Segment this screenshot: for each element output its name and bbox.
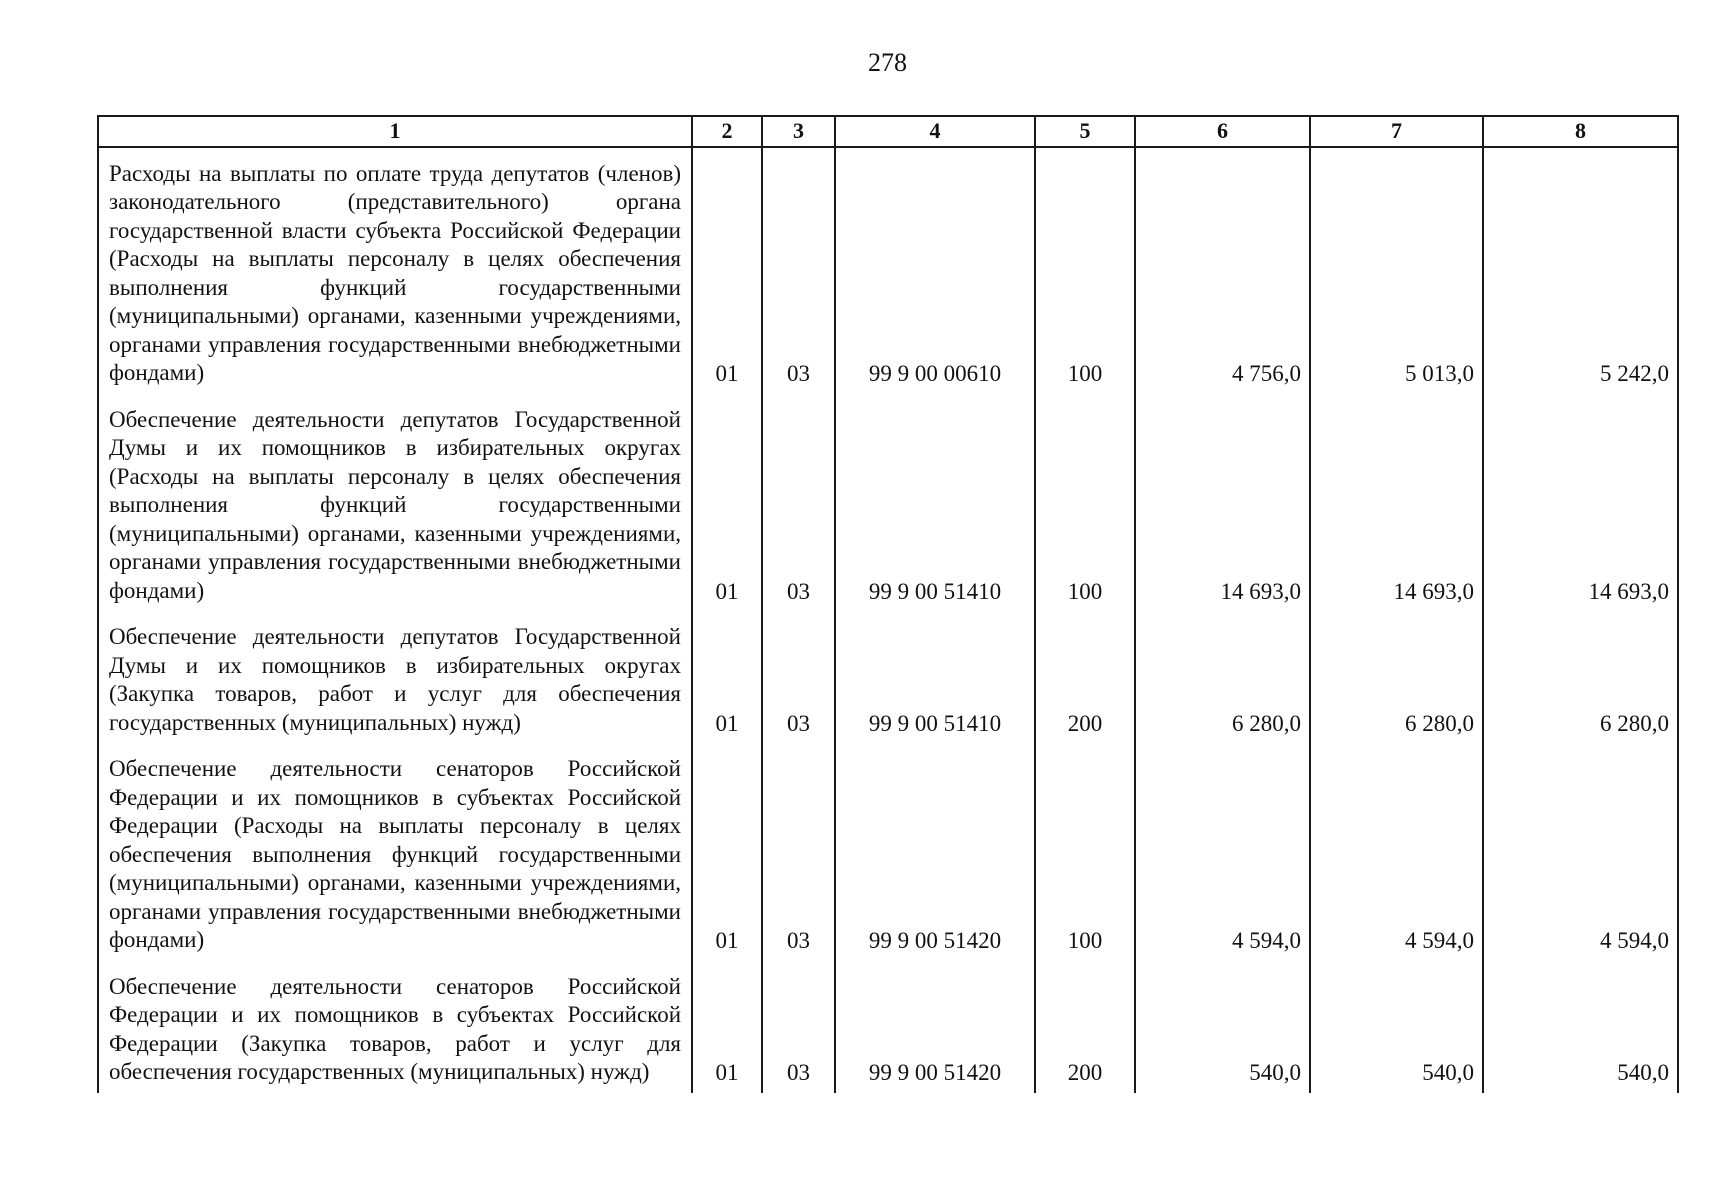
table-row — [98, 743, 1678, 961]
budget-table — [97, 115, 1679, 1093]
row-subsection: 03 — [762, 743, 835, 961]
column-header-1: 1 — [98, 116, 692, 147]
row-description: Обеспечение деятельности депутатов Государственной Думы и их помощников в избирательных округах (Расходы на выплаты персоналу в целях обеспечения выполнения функций государственными (муниципальными) органами, казенными учреждениями, органами управления государственными внебюджетными фондами) — [98, 394, 692, 612]
row-section: 01 — [692, 743, 762, 961]
table-row — [98, 394, 1678, 612]
row-expense-type: 200 — [1035, 611, 1135, 743]
row-subsection: 03 — [762, 961, 835, 1093]
row-expense-type: 100 — [1035, 394, 1135, 612]
column-header-8: 8 — [1483, 116, 1678, 147]
column-header-7: 7 — [1310, 116, 1483, 147]
column-header-2: 2 — [692, 116, 762, 147]
row-amount-1: 4 594,0 — [1135, 743, 1310, 961]
row-amount-2: 6 280,0 — [1310, 611, 1483, 743]
row-amount-1: 4 756,0 — [1135, 147, 1310, 394]
column-header-5: 5 — [1035, 116, 1135, 147]
table-row — [98, 961, 1678, 1093]
row-amount-2: 14 693,0 — [1310, 394, 1483, 612]
row-amount-3: 14 693,0 — [1483, 394, 1678, 612]
row-expense-type: 200 — [1035, 961, 1135, 1093]
row-target: 99 9 00 00610 — [835, 147, 1035, 394]
row-description: Расходы на выплаты по оплате труда депутатов (членов) законодательного (представительного) органа государственной власти субъекта Российской Федерации (Расходы на выплаты персоналу в целях обеспечения выполнения функций государственными (муниципальными) органами, казенными учреждениями, органами управления государственными внебюджетными фондами) — [98, 147, 692, 394]
column-header-3: 3 — [762, 116, 835, 147]
row-subsection: 03 — [762, 611, 835, 743]
table-row — [98, 611, 1678, 743]
row-amount-2: 4 594,0 — [1310, 743, 1483, 961]
row-amount-3: 540,0 — [1483, 961, 1678, 1093]
header-row — [98, 116, 1678, 147]
table-row — [98, 147, 1678, 394]
row-target: 99 9 00 51420 — [835, 961, 1035, 1093]
row-section: 01 — [692, 394, 762, 612]
row-section: 01 — [692, 611, 762, 743]
row-amount-3: 4 594,0 — [1483, 743, 1678, 961]
page-number: 278 — [868, 48, 907, 77]
row-amount-2: 540,0 — [1310, 961, 1483, 1093]
row-amount-1: 540,0 — [1135, 961, 1310, 1093]
row-expense-type: 100 — [1035, 743, 1135, 961]
row-section: 01 — [692, 961, 762, 1093]
row-target: 99 9 00 51420 — [835, 743, 1035, 961]
row-description: Обеспечение деятельности депутатов Государственной Думы и их помощников в избирательных округах (Закупка товаров, работ и услуг для обеспечения государственных (муниципальных) нужд) — [98, 611, 692, 743]
row-amount-1: 14 693,0 — [1135, 394, 1310, 612]
row-subsection: 03 — [762, 394, 835, 612]
row-amount-3: 5 242,0 — [1483, 147, 1678, 394]
column-header-6: 6 — [1135, 116, 1310, 147]
row-target: 99 9 00 51410 — [835, 611, 1035, 743]
row-target: 99 9 00 51410 — [835, 394, 1035, 612]
row-subsection: 03 — [762, 147, 835, 394]
row-description: Обеспечение деятельности сенаторов Российской Федерации и их помощников в субъектах Российской Федерации (Закупка товаров, работ и услуг для обеспечения государственных (муниципальных) нужд) — [98, 961, 692, 1093]
row-amount-3: 6 280,0 — [1483, 611, 1678, 743]
row-expense-type: 100 — [1035, 147, 1135, 394]
row-amount-1: 6 280,0 — [1135, 611, 1310, 743]
column-header-4: 4 — [835, 116, 1035, 147]
row-amount-2: 5 013,0 — [1310, 147, 1483, 394]
row-section: 01 — [692, 147, 762, 394]
row-description: Обеспечение деятельности сенаторов Российской Федерации и их помощников в субъектах Российской Федерации (Расходы на выплаты персоналу в целях обеспечения выполнения функций государственными (муниципальными) органами, казенными учреждениями, органами управления государственными внебюджетными фондами) — [98, 743, 692, 961]
